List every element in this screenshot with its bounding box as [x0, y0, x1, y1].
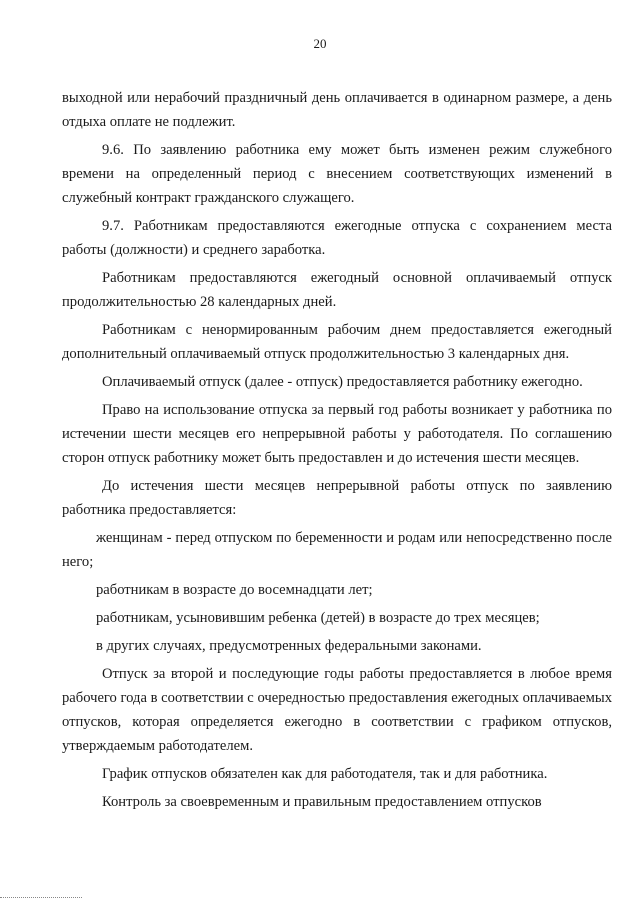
- paragraph-first-year-right: Право на использование отпуска за первый год работы возникает у работника по истечении шести месяцев его непрерывной работы у работодателя. По соглашению сторон отпуск работнику может быть предоставлен и до истечения шести месяцев.: [62, 402, 612, 466]
- list-item-women: женщинам - перед отпуском по беременности и родам или непосредственно после него;: [62, 530, 612, 570]
- paragraph-continuation: выходной или нерабочий праздничный день оплачивается в одинарном размере, а день отдыха оплате не подлежит.: [62, 90, 612, 130]
- list-item-other-cases: в других случаях, предусмотренных федеральными законами.: [96, 638, 482, 654]
- scan-edge-rule: [0, 897, 82, 898]
- paragraph-control: Контроль за своевременным и правильным предоставлением отпусков: [102, 794, 542, 810]
- paragraph-additional-leave: Работникам с ненормированным рабочим днем предоставляется ежегодный дополнительный оплачиваемый отпуск продолжительностью 3 календарных дня.: [62, 322, 612, 362]
- paragraph-annual-leave: Оплачиваемый отпуск (далее - отпуск) предоставляется работнику ежегодно.: [102, 374, 583, 390]
- paragraph-before-six-months: До истечения шести месяцев непрерывной работы отпуск по заявлению работника предоставляется:: [62, 478, 612, 518]
- list-item-minors: работникам в возрасте до восемнадцати лет;: [96, 582, 373, 598]
- list-item-adoptive: работникам, усыновившим ребенка (детей) в возрасте до трех месяцев;: [96, 610, 540, 626]
- page-number: 20: [313, 36, 327, 51]
- document-body: [62, 86, 612, 818]
- paragraph-9-6: 9.6. По заявлению работника ему может быть изменен режим служебного времени на определенный период с внесением соответствующих изменений в служебный контракт гражданского служащего.: [62, 142, 612, 206]
- paragraph-schedule-mandatory: График отпусков обязателен как для работодателя, так и для работника.: [102, 766, 548, 782]
- paragraph-main-leave: Работникам предоставляются ежегодный основной оплачиваемый отпуск продолжительностью 28 календарных дней.: [62, 270, 612, 310]
- paragraph-second-year: Отпуск за второй и последующие годы работы предоставляется в любое время рабочего года в соответствии с очередностью предоставления ежегодных оплачиваемых отпусков, которая определяется ежегодно в соответствии с графиком отпусков, утверждаемым работодателем.: [62, 666, 612, 754]
- paragraph-9-7: 9.7. Работникам предоставляются ежегодные отпуска с сохранением места работы (должности) и среднего заработка.: [62, 218, 612, 258]
